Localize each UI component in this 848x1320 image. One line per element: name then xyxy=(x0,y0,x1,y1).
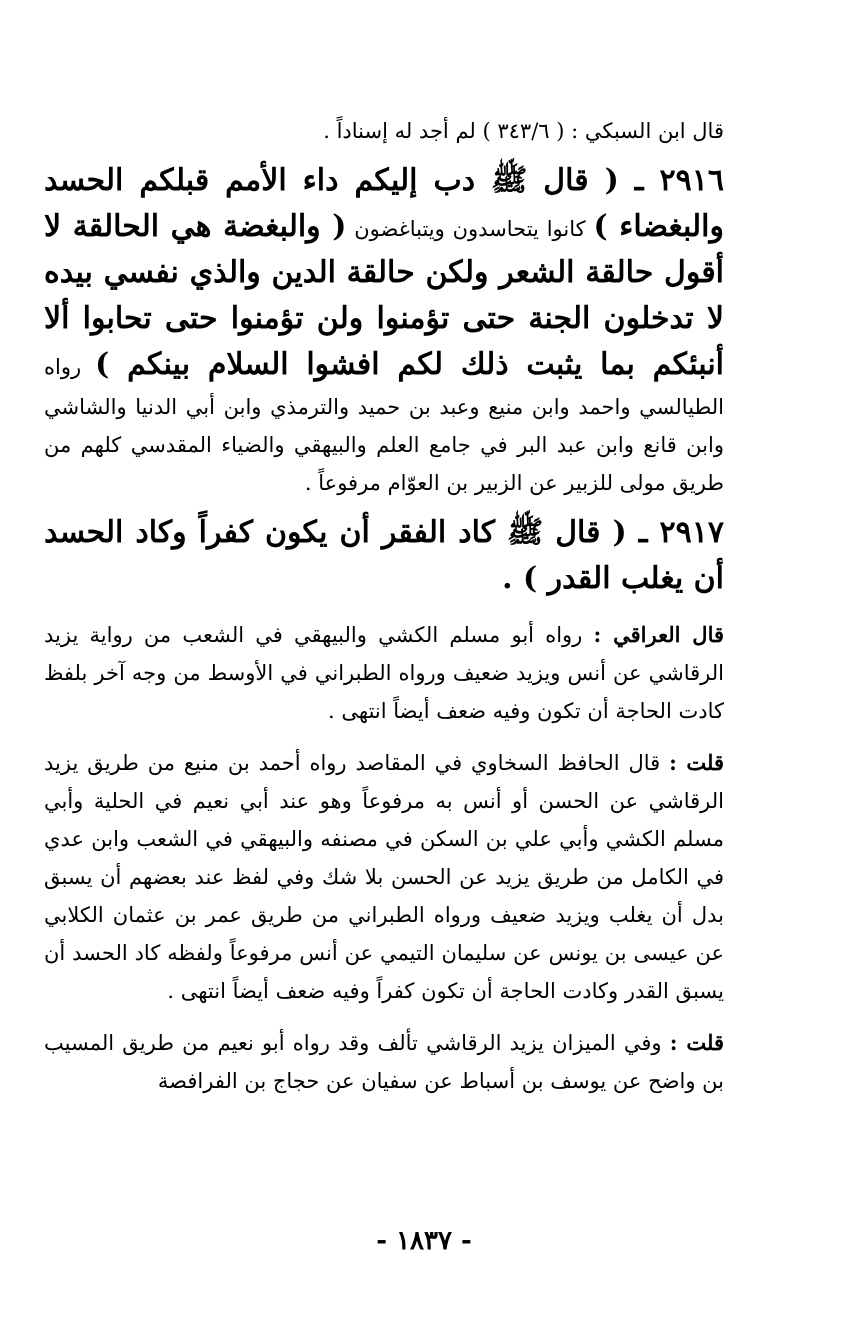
hadith-2917-text: ٢٩١٧ ـ ( قال ﷺ كاد الفقر أن يكون كفراً وكاد الحسد أن يغلب القدر ) xyxy=(44,515,724,596)
iraqi-comment xyxy=(44,616,724,730)
sobki-note-text: قال ابن السبكي : ( ٣٤٣/٦ ) لم أجد له إسناداً . xyxy=(323,119,724,143)
author-comment-1-label: قلت : xyxy=(669,750,724,775)
author-comment-2-text: وفي الميزان يزيد الرقاشي تألف وقد رواه أبو نعيم من طريق المسيب بن واضح عن يوسف بن أسباط عن سفيان عن حجاج بن الفرافصة xyxy=(44,1031,724,1093)
hadith-2916-text: ٢٩١٦ ـ ( قال ﷺ دب إليكم داء الأمم قبلكم الحسد والبغضاء ) xyxy=(44,163,724,244)
hadith-2916-continuation: ( والبغضة هي الحالقة لا أقول حالقة الشعر ولكن حالقة الدين والذي نفسي بيده لا تدخلون الجنة حتى تؤمنوا ولن تؤمنوا حتى تحابوا ألا أنبئكم بما يثبت ذلك لكم افشوا السلام بينكم ) xyxy=(44,209,724,382)
author-comment-2-label: قلت : xyxy=(669,1030,724,1055)
hadith-2916 xyxy=(44,158,724,502)
hadith-2917-tail: . xyxy=(502,561,523,596)
page-body xyxy=(44,112,724,1100)
hadith-2917 xyxy=(44,510,724,602)
author-comment-1 xyxy=(44,744,724,1010)
author-comment-2 xyxy=(44,1024,724,1100)
iraqi-text: رواه أبو مسلم الكشي والبيهقي في الشعب من رواية يزيد الرقاشي عن أنس ويزيد ضعيف ورواه الطبراني في الأوسط من وجه آخر بلفظ كادت الحاجة أن تكون وفيه ضعف أيضاً انتهى . xyxy=(44,623,724,723)
iraqi-label: قال العراقي : xyxy=(593,622,725,647)
page-number: - ١٨٣٧ - xyxy=(376,1226,472,1256)
hadith-2916-takhrij: رواه الطيالسي واحمد وابن منيع وعبد بن حميد والترمذي وابن أبي الدنيا والشاشي وابن قانع وابن عبد البر في جامع العلم والبيهقي والضياء المقدسي كلهم من طريق مولى للزبير عن الزبير بن العوّام مرفوعاً . xyxy=(44,355,724,495)
author-comment-1-text: قال الحافظ السخاوي في المقاصد رواه أحمد بن منيع من طريق يزيد الرقاشي عن الحسن أو أنس به مرفوعاً وهو عند أبي نعيم في الحلية وأبي مسلم الكشي وأبي علي بن السكن في مصنفه والبيهقي في الشعب وابن عدي في الكامل من طريق يزيد عن الحسن بلا شك وفي لفظ عند بعضهم أن يسبق بدل أن يغلب ويزيد ضعيف ورواه الطبراني من طريق عمر بن عثمان الكلابي عن عيسى بن يونس عن سليمان التيمي عن أنس مرفوعاً ولفظه كاد الحسد أن يسبق القدر وكادت الحاجة أن تكون كفراً وفيه ضعف أيضاً انتهى . xyxy=(44,751,724,1003)
hadith-2916-gloss: كانوا يتحاسدون ويتباغضون xyxy=(346,217,594,241)
sobki-note xyxy=(44,112,724,150)
